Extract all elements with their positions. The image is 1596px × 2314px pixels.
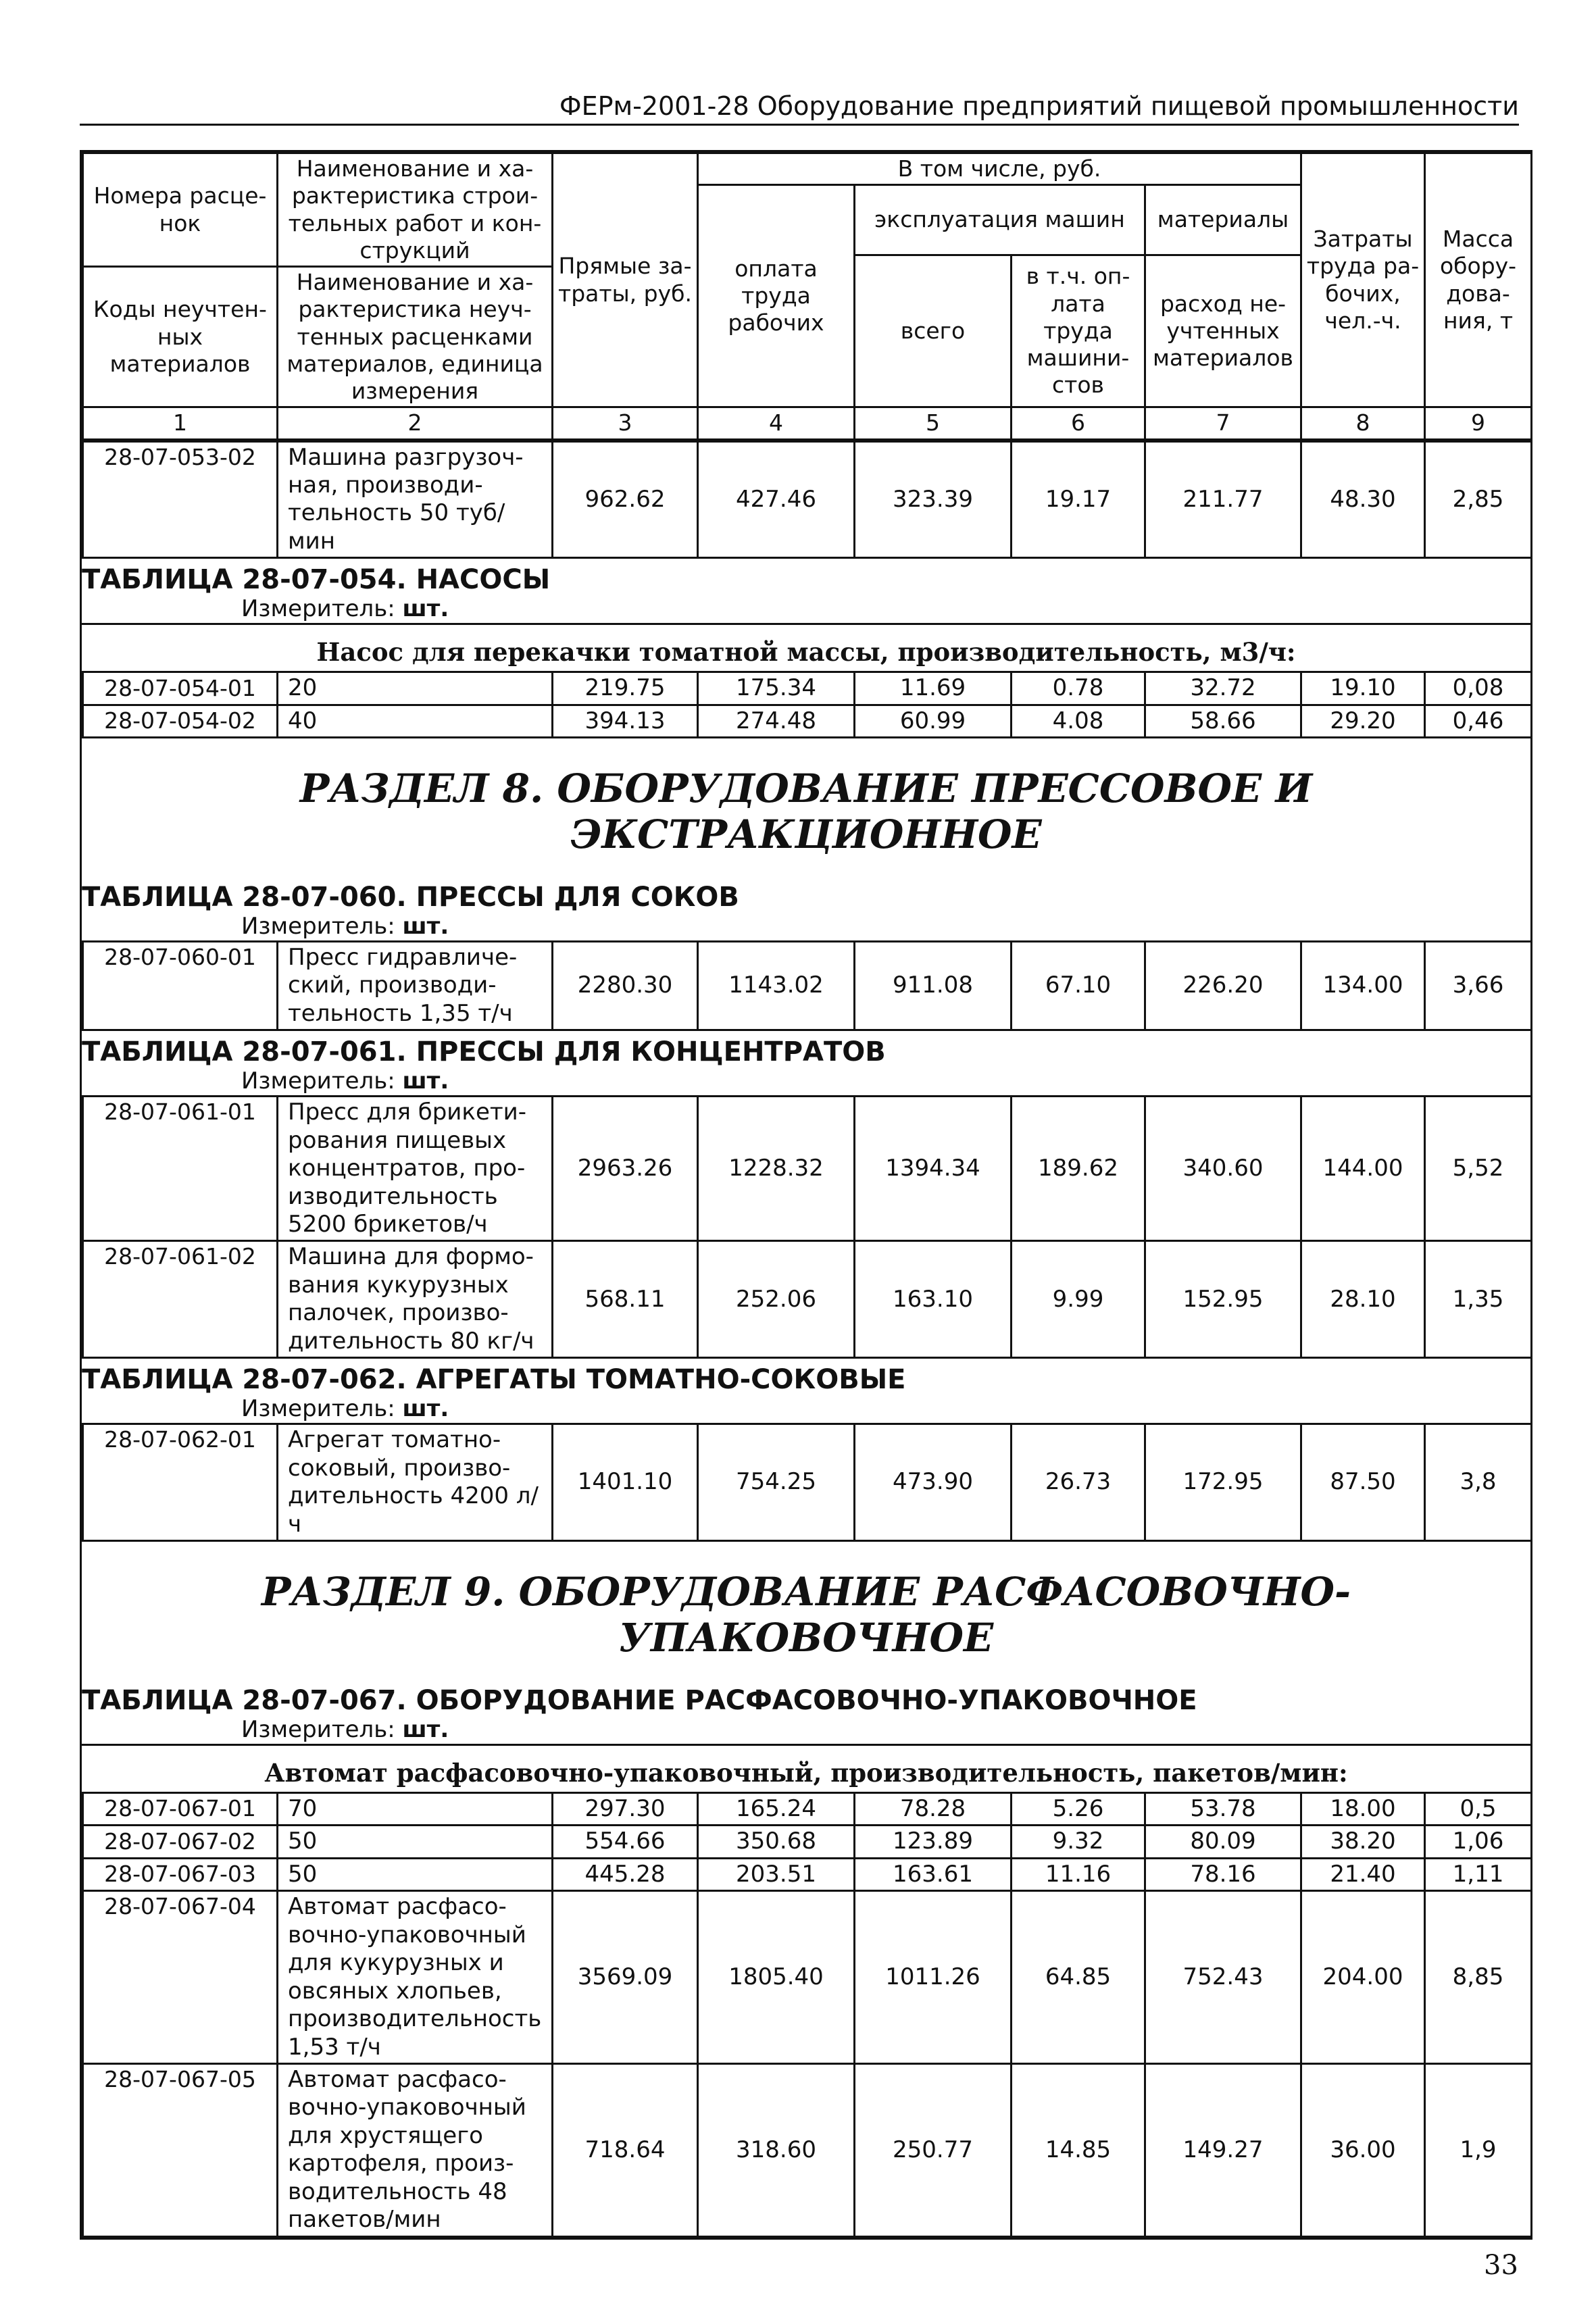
row-value: 323.39 [855, 441, 1012, 558]
row-value: 203.51 [698, 1858, 855, 1890]
row-value: 32.72 [1145, 672, 1301, 705]
row-value: 274.48 [698, 705, 855, 737]
row-name: Машина для формо-вания кукурузных палочек, произво-дительность 80 кг/ч [278, 1241, 553, 1358]
row-value: 1,06 [1425, 1826, 1532, 1858]
row-code: 28-07-061-01 [83, 1097, 278, 1241]
col-header-mass: Масса обору-дова-ния, т [1425, 153, 1532, 407]
table-row [83, 1891, 1532, 2064]
row-value: 58.66 [1145, 705, 1301, 737]
table-067 [82, 1792, 1532, 2238]
row-code: 28-07-067-05 [83, 2064, 278, 2237]
rates-table-frame [80, 150, 1532, 2240]
section-heading-8: РАЗДЕЛ 8. ОБОРУДОВАНИЕ ПРЕССОВОЕ И ЭКСТРАКЦИОННОЕ [299, 765, 1313, 858]
row-code: 28-07-061-02 [83, 1241, 278, 1358]
row-value: 394.13 [553, 705, 698, 737]
col-header-labor-pay: оплата труда рабочих [698, 185, 855, 407]
table-row [83, 1424, 1532, 1541]
row-name: Автомат расфасо-вочно-упаковочный для хрустящего картофеля, произ-водительность 48 пакетов/мин [278, 2064, 553, 2237]
row-code: 28-07-054-01 [83, 672, 278, 705]
row-value: 11.16 [1012, 1858, 1145, 1890]
col-number: 2 [278, 407, 553, 439]
row-name: Агрегат томатно-соковый, произво-дительность 4200 л/ч [278, 1424, 553, 1541]
row-name: Автомат расфасо-вочно-упаковочный для кукурузных и овсяных хлопьев, производительность 1,53 т/ч [278, 1891, 553, 2064]
row-value: 219.75 [553, 672, 698, 705]
unit-value: шт. [402, 595, 449, 623]
table-title-067: ТАБЛИЦА 28-07-067. ОБОРУДОВАНИЕ РАСФАСОВОЧНО-УПАКОВОЧНОЕ [82, 1685, 1197, 1716]
row-value: 911.08 [855, 941, 1012, 1030]
unit-line-054 [82, 595, 1530, 623]
section-heading-9: РАЗДЕЛ 9. ОБОРУДОВАНИЕ РАСФАСОВОЧНО-УПАКОВОЧНОЕ [261, 1569, 1351, 1661]
col-header-materials: материалы [1145, 185, 1301, 255]
unit-value: шт. [402, 1395, 449, 1423]
row-name: Машина разгрузоч-ная, производи-тельность 50 туб/мин [278, 441, 553, 558]
row-value: 67.10 [1012, 941, 1145, 1030]
table-row [83, 941, 1532, 1030]
row-value: 172.95 [1145, 1424, 1301, 1541]
col-header-machines: эксплуатация машин [855, 185, 1145, 255]
row-value: 5,52 [1425, 1097, 1532, 1241]
table-061 [82, 1095, 1532, 1359]
row-value: 163.61 [855, 1858, 1012, 1890]
row-value: 4.08 [1012, 705, 1145, 737]
row-value: 1143.02 [698, 941, 855, 1030]
table-062 [82, 1423, 1532, 1542]
group-title-067: Автомат расфасовочно-упаковочный, производительность, пакетов/мин: [82, 1744, 1530, 1792]
row-value: 165.24 [698, 1792, 855, 1825]
row-value: 718.64 [553, 2064, 698, 2237]
row-code: 28-07-067-02 [83, 1826, 278, 1858]
col-header-labor-cost: Затраты труда ра-бочих, чел.-ч. [1301, 153, 1425, 407]
row-value: 1,11 [1425, 1858, 1532, 1890]
row-value: 26.73 [1012, 1424, 1145, 1541]
row-value: 427.46 [698, 441, 855, 558]
col-header-name-alt: Наименование и ха-рактеристика неуч-тенных расценками материалов, единица измерения [278, 267, 553, 407]
col-header-materials-unacc: расход не-учтенных материалов [1145, 255, 1301, 407]
row-value: 568.11 [553, 1241, 698, 1358]
row-name: 50 [278, 1858, 553, 1890]
row-name: 20 [278, 672, 553, 705]
row-value: 48.30 [1301, 441, 1425, 558]
row-value: 29.20 [1301, 705, 1425, 737]
page-number: 33 [1484, 2250, 1518, 2281]
unit-line-062 [82, 1395, 1530, 1423]
row-code: 28-07-067-03 [83, 1858, 278, 1890]
unit-label: Измеритель: [241, 1067, 395, 1095]
first-row-table [82, 441, 1532, 559]
row-value: 18.00 [1301, 1792, 1425, 1825]
row-value: 1401.10 [553, 1424, 698, 1541]
unit-label: Измеритель: [241, 1716, 395, 1743]
row-value: 0,5 [1425, 1792, 1532, 1825]
row-value: 1228.32 [698, 1097, 855, 1241]
row-value: 14.85 [1012, 2064, 1145, 2237]
col-header-machines-labor: в т.ч. оп-лата труда машини-стов [1012, 255, 1145, 407]
unit-value: шт. [402, 913, 449, 940]
row-value: 163.10 [855, 1241, 1012, 1358]
row-value: 554.66 [553, 1826, 698, 1858]
row-value: 0,46 [1425, 705, 1532, 737]
row-value: 350.68 [698, 1826, 855, 1858]
col-header-codes-alt: Коды неучтен-ных материалов [83, 267, 278, 407]
row-value: 3,8 [1425, 1424, 1532, 1541]
col-number: 5 [855, 407, 1012, 439]
row-value: 11.69 [855, 672, 1012, 705]
row-value: 21.40 [1301, 1858, 1425, 1890]
row-value: 64.85 [1012, 1891, 1145, 2064]
unit-line-060 [82, 913, 1530, 940]
unit-label: Измеритель: [241, 1395, 395, 1423]
row-name: Пресс гидравличе-ский, производи-тельность 1,35 т/ч [278, 941, 553, 1030]
table-row [83, 1241, 1532, 1358]
group-title-054: Насос для перекачки томатной массы, производительность, м3/ч: [82, 623, 1530, 671]
row-value: 3,66 [1425, 941, 1532, 1030]
table-060 [82, 940, 1532, 1031]
table-title-062: ТАБЛИЦА 28-07-062. АГРЕГАТЫ ТОМАТНО-СОКОВЫЕ [82, 1364, 906, 1396]
row-value: 2,85 [1425, 441, 1532, 558]
row-value: 2963.26 [553, 1097, 698, 1241]
row-value: 1011.26 [855, 1891, 1012, 2064]
row-value: 19.10 [1301, 672, 1425, 705]
col-header-name: Наименование и ха-рактеристика строи-тельных работ и кон-струкций [278, 153, 553, 267]
row-value: 28.10 [1301, 1241, 1425, 1358]
row-code: 28-07-067-01 [83, 1792, 278, 1825]
table-row [83, 1097, 1532, 1241]
col-number: 4 [698, 407, 855, 439]
row-value: 0,08 [1425, 672, 1532, 705]
row-value: 9.32 [1012, 1826, 1145, 1858]
row-value: 204.00 [1301, 1891, 1425, 2064]
row-value: 8,85 [1425, 1891, 1532, 2064]
row-value: 144.00 [1301, 1097, 1425, 1241]
row-code: 28-07-053-02 [83, 441, 278, 558]
row-value: 318.60 [698, 2064, 855, 2237]
row-value: 9.99 [1012, 1241, 1145, 1358]
row-value: 1394.34 [855, 1097, 1012, 1241]
row-value: 1805.40 [698, 1891, 855, 2064]
row-value: 2280.30 [553, 941, 698, 1030]
row-value: 252.06 [698, 1241, 855, 1358]
row-value: 78.16 [1145, 1858, 1301, 1890]
row-value: 226.20 [1145, 941, 1301, 1030]
row-value: 1,9 [1425, 2064, 1532, 2237]
table-title-060: ТАБЛИЦА 28-07-060. ПРЕССЫ ДЛЯ СОКОВ [82, 882, 739, 913]
table-row [83, 2064, 1532, 2237]
row-value: 1,35 [1425, 1241, 1532, 1358]
table-054 [82, 671, 1532, 738]
row-value: 754.25 [698, 1424, 855, 1541]
col-number: 6 [1012, 407, 1145, 439]
row-value: 149.27 [1145, 2064, 1301, 2237]
row-value: 53.78 [1145, 1792, 1301, 1825]
col-number: 1 [83, 407, 278, 439]
column-header [82, 152, 1532, 441]
row-name: 40 [278, 705, 553, 737]
row-value: 211.77 [1145, 441, 1301, 558]
unit-label: Измеритель: [241, 913, 395, 940]
row-name: Пресс для брикети-рования пищевых концентратов, про-изводительность 5200 брикетов/ч [278, 1097, 553, 1241]
row-value: 5.26 [1012, 1792, 1145, 1825]
row-value: 340.60 [1145, 1097, 1301, 1241]
unit-value: шт. [402, 1067, 449, 1095]
unit-line-061 [82, 1067, 1530, 1095]
col-number: 7 [1145, 407, 1301, 439]
row-value: 19.17 [1012, 441, 1145, 558]
row-value: 60.99 [855, 705, 1012, 737]
unit-line-067 [82, 1716, 1530, 1744]
row-code: 28-07-062-01 [83, 1424, 278, 1541]
table-row [83, 441, 1532, 558]
row-code: 28-07-060-01 [83, 941, 278, 1030]
table-title-054: ТАБЛИЦА 28-07-054. НАСОСЫ [82, 564, 551, 596]
row-code: 28-07-054-02 [83, 705, 278, 737]
row-value: 445.28 [553, 1858, 698, 1890]
col-number: 3 [553, 407, 698, 439]
table-title-061: ТАБЛИЦА 28-07-061. ПРЕССЫ ДЛЯ КОНЦЕНТРАТОВ [82, 1036, 886, 1068]
row-value: 152.95 [1145, 1241, 1301, 1358]
row-name: 50 [278, 1826, 553, 1858]
col-header-direct: Прямые за-траты, руб. [553, 153, 698, 407]
row-value: 134.00 [1301, 941, 1425, 1030]
col-header-machines-total: всего [855, 255, 1012, 407]
row-value: 297.30 [553, 1792, 698, 1825]
row-value: 80.09 [1145, 1826, 1301, 1858]
row-value: 123.89 [855, 1826, 1012, 1858]
table-row [83, 705, 1532, 737]
row-value: 36.00 [1301, 2064, 1425, 2237]
running-header: ФЕРм-2001-28 Оборудование предприятий пищевой промышленности [80, 91, 1519, 126]
table-row [83, 1858, 1532, 1890]
row-name: 70 [278, 1792, 553, 1825]
unit-value: шт. [402, 1716, 449, 1743]
row-value: 78.28 [855, 1792, 1012, 1825]
row-value: 473.90 [855, 1424, 1012, 1541]
row-value: 0.78 [1012, 672, 1145, 705]
row-value: 175.34 [698, 672, 855, 705]
row-code: 28-07-067-04 [83, 1891, 278, 2064]
table-row [83, 1826, 1532, 1858]
row-value: 250.77 [855, 2064, 1012, 2237]
table-row [83, 1792, 1532, 1825]
row-value: 87.50 [1301, 1424, 1425, 1541]
row-value: 962.62 [553, 441, 698, 558]
col-number: 9 [1425, 407, 1532, 439]
col-number: 8 [1301, 407, 1425, 439]
col-header-codes: Номера расце-нок [83, 153, 278, 267]
row-value: 189.62 [1012, 1097, 1145, 1241]
row-value: 3569.09 [553, 1891, 698, 2064]
row-value: 38.20 [1301, 1826, 1425, 1858]
col-header-incl: В том числе, руб. [698, 153, 1301, 185]
row-value: 752.43 [1145, 1891, 1301, 2064]
unit-label: Измеритель: [241, 595, 395, 623]
table-row [83, 672, 1532, 705]
